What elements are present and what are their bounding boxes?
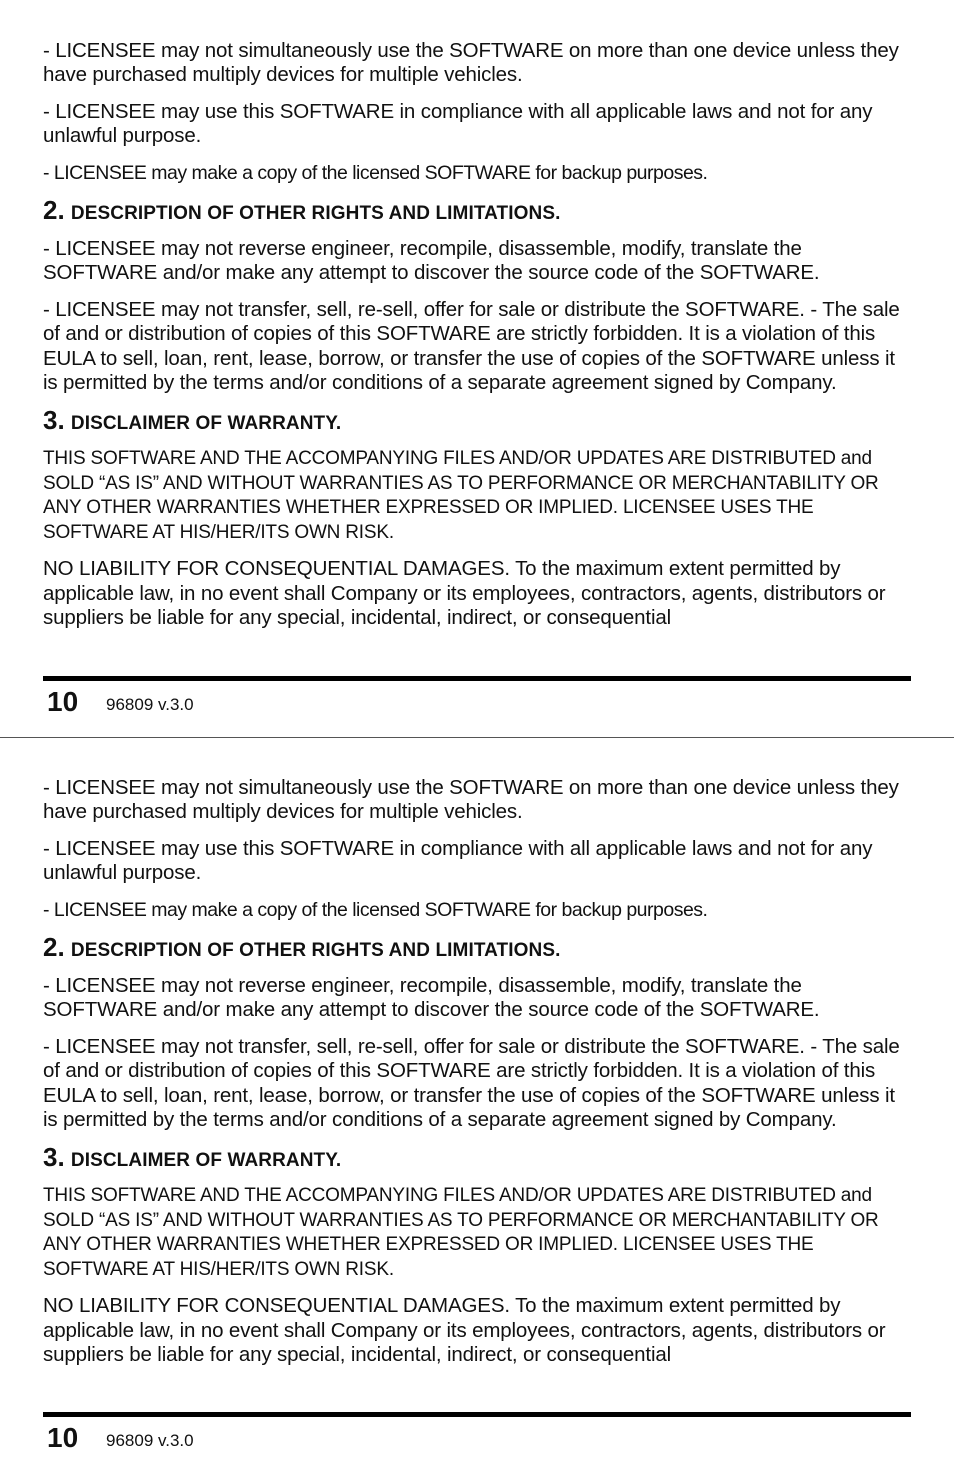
page-number: 10 [47, 1422, 79, 1453]
section-title: DISCLAIMER OF WARRANTY. [70, 1150, 342, 1172]
license-paragraph: - LICENSEE may not reverse engineer, recompile, disassemble, modify, translate the SOFTWARE and/or make any attempt to discover the source code of the SOFTWARE. [43, 237, 820, 285]
section-number: 3. [43, 405, 65, 436]
section-heading-3 [43, 407, 903, 437]
license-paragraph: - LICENSEE may make a copy of the licensed SOFTWARE for backup purposes. [43, 161, 708, 184]
page-footer [43, 1412, 911, 1453]
section-heading-3 [43, 1144, 903, 1174]
section-number: 2. [43, 195, 65, 226]
document-page-2 [0, 738, 954, 1475]
page-number: 10 [47, 686, 79, 717]
license-paragraph: - LICENSEE may not transfer, sell, re-sell, offer for sale or distribute the SOFTWARE. - The sale of and or distribution of copies of this SOFTWARE are strictly forbidden. It is a violation of this EULA to sell, loan, rent, lease, borrow, or transfer the use of copies of the SOFTWARE unless it is permitted by the terms and/or conditions of a separate agreement signed by Company. [43, 1034, 900, 1132]
warranty-disclaimer: THIS SOFTWARE AND THE ACCOMPANYING FILES AND/OR UPDATES ARE DISTRIBUTED and SOLD “AS IS” AND WITHOUT WARRANTIES AS TO PERFORMANCE OR MERCHANTABILITY OR ANY OTHER WARRANTIES WHETHER EXPRESSED OR IMPLIED. LICENSEE USES THE SOFTWARE AT HIS/HER/ITS OWN RISK. [43, 448, 879, 543]
section-title: DISCLAIMER OF WARRANTY. [70, 413, 342, 435]
license-paragraph: - LICENSEE may use this SOFTWARE in compliance with all applicable laws and not for any unlawful purpose. [43, 99, 873, 148]
warranty-disclaimer: THIS SOFTWARE AND THE ACCOMPANYING FILES AND/OR UPDATES ARE DISTRIBUTED and SOLD “AS IS” AND WITHOUT WARRANTIES AS TO PERFORMANCE OR MERCHANTABILITY OR ANY OTHER WARRANTIES WHETHER EXPRESSED OR IMPLIED. LICENSEE USES THE SOFTWARE AT HIS/HER/ITS OWN RISK. [43, 1185, 879, 1280]
section-number: 3. [43, 1142, 65, 1173]
license-paragraph: - LICENSEE may not transfer, sell, re-sell, offer for sale or distribute the SOFTWARE. - The sale of and or distribution of copies of this SOFTWARE are strictly forbidden. It is a violation of this EULA to sell, loan, rent, lease, borrow, or transfer the use of copies of the SOFTWARE unless it is permitted by the terms and/or conditions of a separate agreement signed by Company. [43, 297, 900, 395]
document-page-1 [0, 0, 954, 737]
document-id: 96809 v.3.0 [106, 1431, 194, 1450]
document-id: 96809 v.3.0 [106, 695, 194, 714]
section-title: DESCRIPTION OF OTHER RIGHTS AND LIMITATIONS. [70, 940, 561, 962]
license-paragraph: - LICENSEE may not simultaneously use the SOFTWARE on more than one device unless they have purchased multiply devices for multiple vehicles. [43, 39, 899, 87]
license-paragraph: - LICENSEE may use this SOFTWARE in compliance with all applicable laws and not for any unlawful purpose. [43, 836, 873, 885]
page-footer [43, 676, 911, 717]
license-paragraph: - LICENSEE may not simultaneously use the SOFTWARE on more than one device unless they have purchased multiply devices for multiple vehicles. [43, 776, 899, 824]
license-paragraph: - LICENSEE may make a copy of the licensed SOFTWARE for backup purposes. [43, 898, 708, 921]
section-heading-2 [43, 197, 903, 227]
section-title: DESCRIPTION OF OTHER RIGHTS AND LIMITATIONS. [70, 203, 561, 225]
page-body [43, 776, 903, 1379]
section-number: 2. [43, 932, 65, 963]
liability-paragraph: NO LIABILITY FOR CONSEQUENTIAL DAMAGES. To the maximum extent permitted by applicable law, in no event shall Company or its employees, contractors, agents, distributors or suppliers be liable for any special, incidental, indirect, or consequential [43, 1294, 886, 1366]
section-heading-2 [43, 934, 903, 964]
license-paragraph: - LICENSEE may not reverse engineer, recompile, disassemble, modify, translate the SOFTWARE and/or make any attempt to discover the source code of the SOFTWARE. [43, 974, 820, 1022]
liability-paragraph: NO LIABILITY FOR CONSEQUENTIAL DAMAGES. To the maximum extent permitted by applicable law, in no event shall Company or its employees, contractors, agents, distributors or suppliers be liable for any special, incidental, indirect, or consequential [43, 557, 886, 629]
page-body [43, 39, 903, 642]
